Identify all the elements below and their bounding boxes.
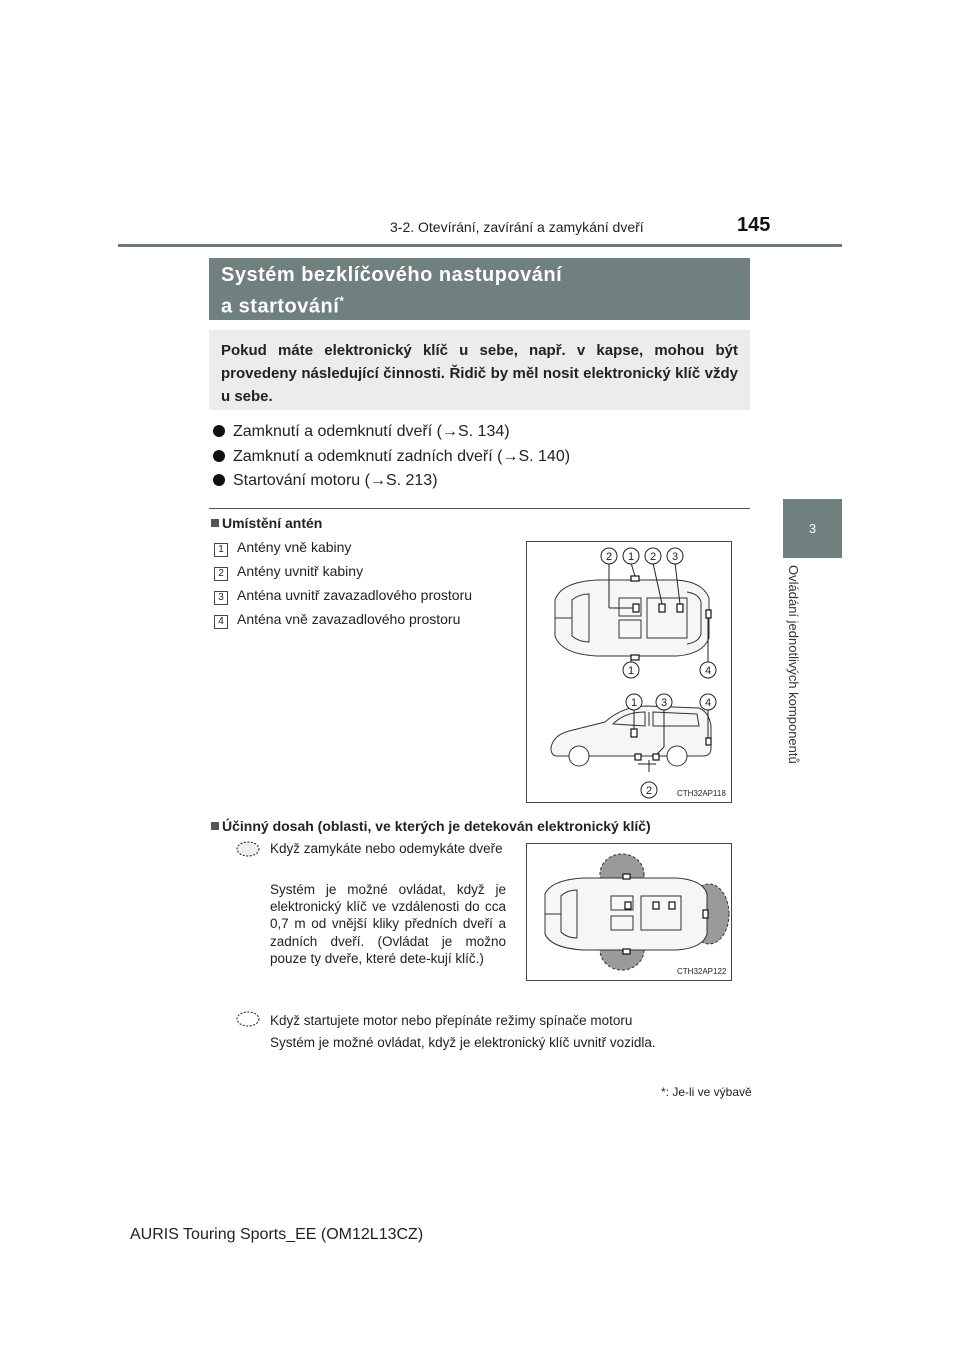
engine-range-text: Systém je možné ovládat, když je elektronický klíč uvnitř vozidla.	[270, 1035, 656, 1050]
callout-label: 1	[627, 665, 635, 677]
callout-label: 2	[645, 785, 653, 797]
antenna-label: Anténa uvnitř zavazadlového prostoru	[237, 587, 473, 603]
antenna-list-item	[214, 539, 351, 557]
callout-label: 2	[605, 551, 613, 563]
antenna-list-item	[214, 587, 472, 605]
antenna-list-item	[214, 563, 363, 581]
chapter-label-container	[786, 565, 806, 795]
range-heading	[211, 818, 651, 834]
callout-number: 4	[214, 615, 228, 629]
chapter-tab[interactable]	[783, 499, 842, 558]
antennas-heading-text: Umístění antén	[222, 515, 323, 531]
range-heading-text: Účinný dosah (oblasti, ve kterých je detekován elektronický klíč)	[222, 818, 651, 834]
optional-marker: *	[339, 294, 345, 308]
callout-label: 2	[649, 551, 657, 563]
page-number: 145	[737, 214, 771, 236]
antenna-label: Anténa vně zavazadlového prostoru	[237, 611, 461, 627]
bullet-item	[213, 448, 570, 466]
callout-number: 3	[214, 591, 228, 605]
antenna-diagram	[526, 541, 732, 803]
bullet-text: Zamknutí a odemknutí dveří (→S. 134)	[233, 423, 510, 440]
antenna-diagram-svg	[527, 542, 731, 802]
bullet-dot-icon	[213, 425, 225, 437]
range-area-icon	[236, 841, 260, 857]
range-area-icon	[236, 1011, 260, 1027]
footer-model: AURIS Touring Sports_EE (OM12L13CZ)	[130, 1226, 424, 1243]
bullet-text: Startování motoru (→S. 213)	[233, 472, 438, 489]
callout-label: 4	[704, 697, 712, 709]
callout-label: 3	[660, 697, 668, 709]
antenna-label: Antény vně kabiny	[237, 539, 352, 555]
doors-range-title: Když zamykáte nebo odemykáte dveře	[270, 841, 503, 856]
bullet-text: Zamknutí a odemknutí zadních dveří (→S. 140)	[233, 448, 571, 465]
callout-label: 1	[627, 551, 635, 563]
bullet-item	[213, 423, 510, 441]
square-bullet-icon	[211, 822, 219, 830]
figure-code: CTH32AP122	[677, 967, 727, 976]
intro-box: Pokud máte elektronický klíč u sebe, např. v kapse, mohou být provedeny následující činnosti. Řidič by měl nosit elektronický klíč vždy u sebe.	[209, 330, 750, 410]
title-line-1: Systém bezklíčového nastupování	[221, 264, 563, 286]
range-diagram	[526, 843, 732, 981]
callout-label: 4	[704, 665, 712, 677]
bullet-item	[213, 472, 438, 490]
chapter-number: 3	[808, 521, 817, 536]
bullet-dot-icon	[213, 474, 225, 486]
bullet-dot-icon	[213, 450, 225, 462]
range-diagram-svg	[527, 844, 731, 980]
callout-label: 1	[630, 697, 638, 709]
callout-label: 3	[671, 551, 679, 563]
footnote: *: Je-li ve výbavě	[661, 1085, 752, 1099]
antenna-list-item	[214, 611, 460, 629]
section-header: 3-2. Otevírání, zavírání a zamykání dveří	[390, 219, 644, 235]
header-divider	[118, 244, 842, 247]
callout-number: 1	[214, 543, 228, 557]
title-line-2: a startování	[221, 295, 340, 318]
page-title	[209, 258, 750, 320]
antennas-heading	[211, 515, 322, 531]
chapter-label: Ovládání jednotlivých komponentů	[786, 565, 801, 764]
doors-range-text: Systém je možné ovládat, když je elektronický klíč ve vzdálenosti do cca 0,7 m od vnější kliky předních dveří a zadních dveří. (Ovládat je možno pouze ty dveře, které dete-kují klíč.)	[270, 882, 506, 966]
callout-number: 2	[214, 567, 228, 581]
figure-code: CTH32AP118	[677, 789, 726, 798]
square-bullet-icon	[211, 519, 219, 527]
section-divider	[209, 508, 750, 509]
engine-range-title: Když startujete motor nebo přepínáte režimy spínače motoru	[270, 1013, 633, 1028]
antenna-label: Antény uvnitř kabiny	[237, 563, 364, 579]
